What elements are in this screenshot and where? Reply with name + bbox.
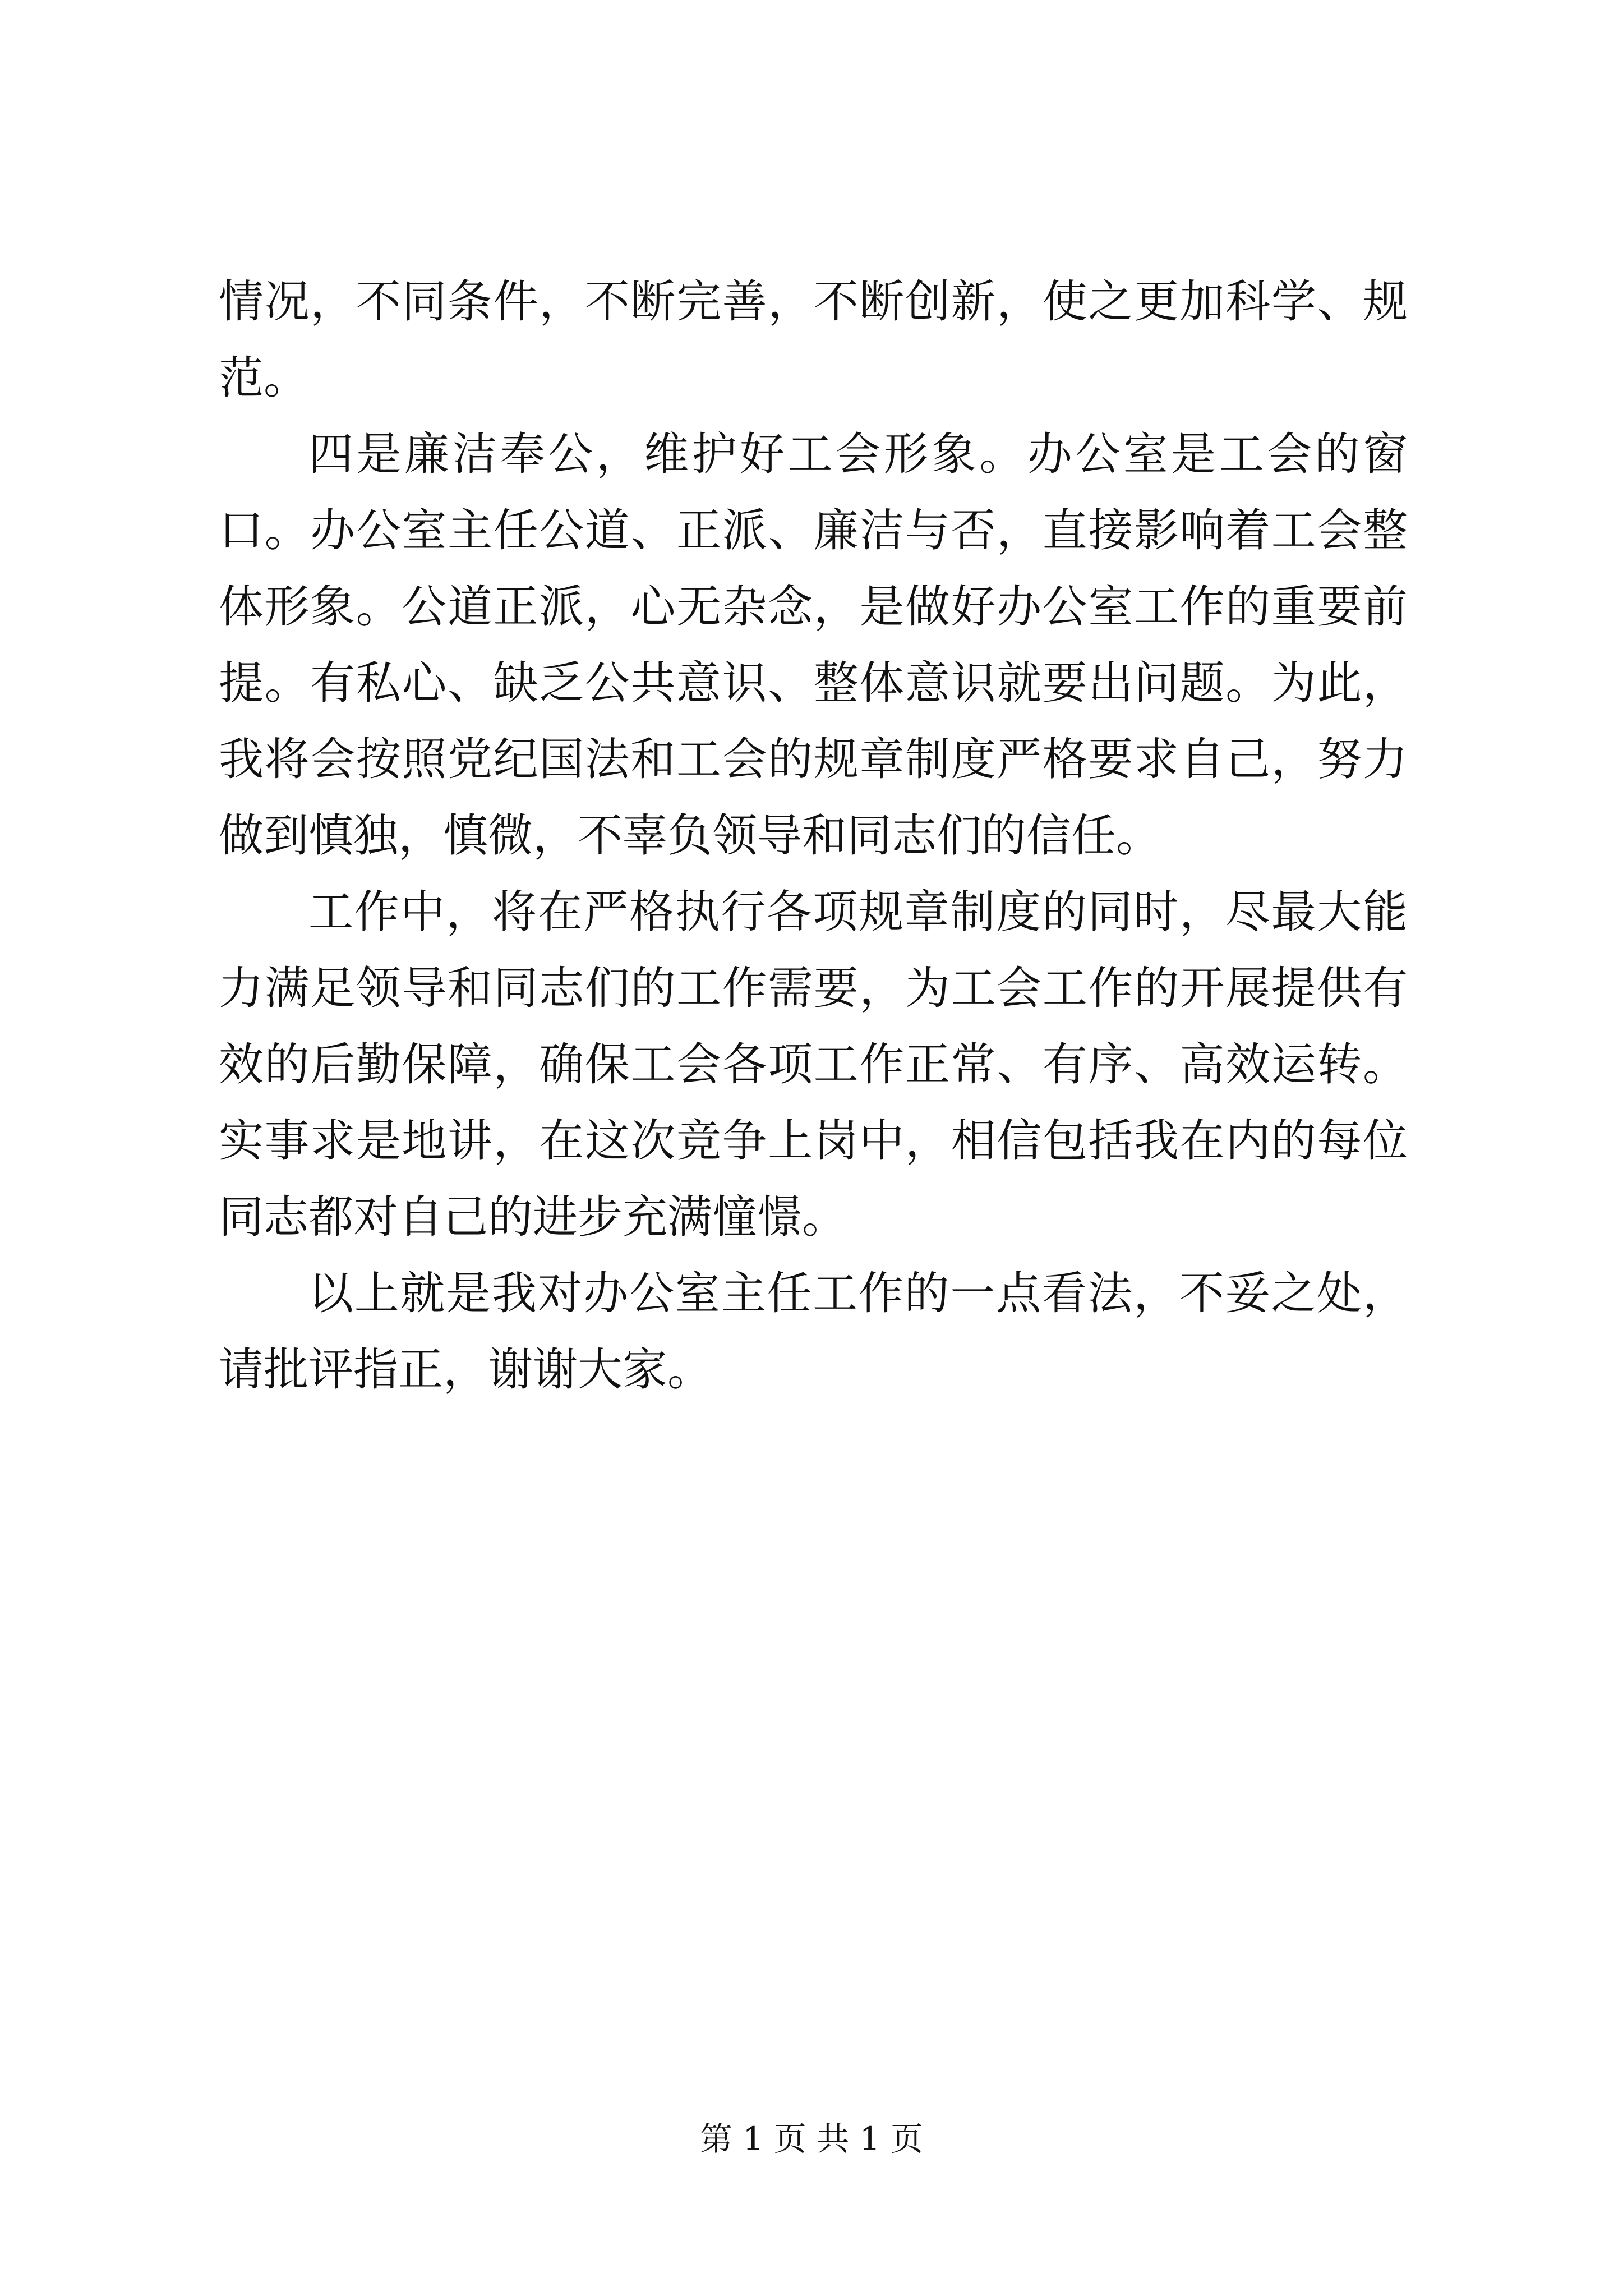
paragraph-1: 情况，不同条件，不断完善，不断创新，使之更加科学、规范。	[219, 275, 1408, 404]
page-footer: 第 1 页 共 1 页	[700, 2120, 923, 2158]
paragraph-3: 工作中，将在严格执行各项规章制度的同时，尽最大能力满足领导和同志们的工作需要，为工会工作的开展提供有效的后勤保障，确保工会各项工作正常、有序、高效运转。实事求是地讲，在这次竞争上岗中，相信包括我在内的每位同志都对自己的进步充满憧憬。	[219, 886, 1408, 1243]
paragraph-4: 以上就是我对办公室主任工作的一点看法，不妥之处，请批评指正，谢谢大家。	[219, 1267, 1408, 1396]
paragraph-2: 四是廉洁奉公，维护好工会形象。办公室是工会的窗口。办公室主任公道、正派、廉洁与否，直接影响着工会整体形象。公道正派，心无杂念，是做好办公室工作的重要前提。有私心、缺乏公共意识、整体意识就要出问题。为此，我将会按照党纪国法和工会的规章制度严格要求自己，努力做到慎独，慎微，不辜负领导和同志们的信任。	[219, 428, 1408, 862]
document-body	[219, 264, 1408, 1408]
